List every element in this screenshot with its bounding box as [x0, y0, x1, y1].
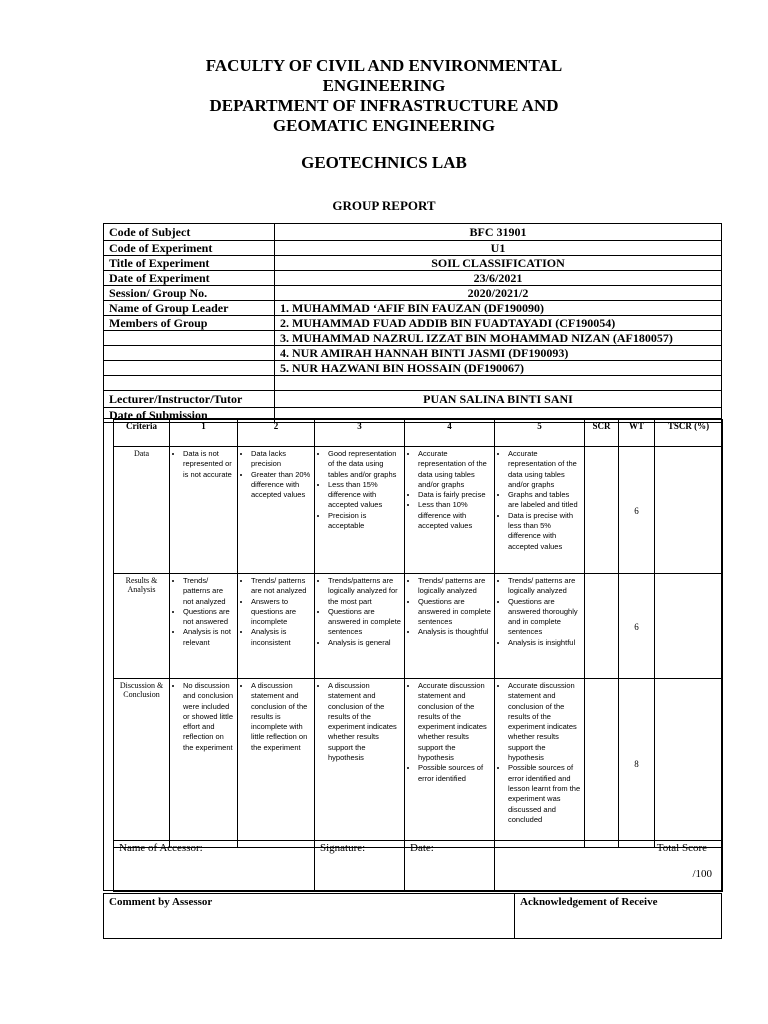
department-line-1: DEPARTMENT OF INFRASTRUCTURE AND [209, 96, 559, 115]
rubric-header: 4 [405, 420, 495, 447]
rubric-table [113, 419, 723, 848]
code-experiment-label: Code of Experiment [104, 241, 275, 256]
rubric-descriptor: • Trends/ patterns are not analyzed [251, 576, 311, 597]
faculty-line-1: FACULTY OF CIVIL AND ENVIRONMENTAL [205, 56, 563, 75]
rubric-header-row [114, 420, 723, 447]
rubric-header: TSCR (%) [655, 420, 723, 447]
rubric-level-cell [170, 679, 238, 848]
rubric-level-cell [405, 574, 495, 679]
rubric-header: SCR [585, 420, 619, 447]
blank-cell [104, 376, 275, 391]
members-label: Members of Group [104, 316, 275, 331]
rubric-level-cell [315, 679, 405, 848]
code-subject-value: BFC 31901 [275, 224, 722, 241]
rubric-level-cell [238, 574, 315, 679]
rubric-descriptor: • Answers to questions are incomplete [251, 597, 311, 628]
rubric-descriptor: • Analysis is not relevant [183, 627, 234, 648]
rubric-descriptor: • Analysis is inconsistent [251, 627, 311, 648]
rubric-row [114, 574, 723, 679]
assessment-footer [113, 840, 723, 892]
rubric-header: 1 [170, 420, 238, 447]
rubric-descriptor: • Less than 15% difference with accepted values [328, 480, 401, 511]
rubric-descriptor: • Analysis is general [328, 638, 401, 648]
comment-by-assessor: Comment by Assessor [104, 894, 515, 939]
rubric-header: 2 [238, 420, 315, 447]
rubric-descriptor: • Accurate discussion statement and conclusion of the results of the experiment indicates whether results support the hypothesis [508, 681, 581, 763]
rubric-descriptor: • Trends/ patterns are logically analyzed [508, 576, 581, 597]
rubric-descriptor: • Data is fairly precise [418, 490, 491, 500]
rubric-descriptor: • No discussion and conclusion were included or showed little effort and reflection on the experiment [183, 681, 234, 753]
rubric-header: Criteria [114, 420, 170, 447]
member-item: 5. NUR HAZWANI BIN HOSSAIN (DF190067) [275, 361, 722, 376]
session-label: Session/ Group No. [104, 286, 275, 301]
rubric-descriptor: • Data lacks precision [251, 449, 311, 470]
info-table [103, 223, 722, 423]
rubric-descriptor: • Questions are answered in complete sentences [328, 607, 401, 638]
member-item: 2. MUHAMMAD FUAD ADDIB BIN FUADTAYADI (CF190054) [275, 316, 722, 331]
rubric-descriptor: • A discussion statement and conclusion of the results is incomplete with little reflection on the experiment [251, 681, 311, 753]
score-cell [585, 447, 619, 574]
rubric-level-cell [238, 447, 315, 574]
signature-field: Signature: [315, 841, 405, 892]
rubric-level-cell [315, 447, 405, 574]
lab-title: GEOTECHNICS LAB [301, 153, 467, 172]
rubric-descriptor: • Less than 10% difference with accepted values [418, 500, 491, 531]
rubric-descriptor: • Questions are not answered [183, 607, 234, 628]
rubric-level-cell [405, 447, 495, 574]
rubric-level-cell [315, 574, 405, 679]
code-experiment-value: U1 [275, 241, 722, 256]
title-value: SOIL CLASSIFICATION [275, 256, 722, 271]
rubric-descriptor: • Trends/ patterns are logically analyzed [418, 576, 491, 597]
accessor-name-field: Name of Accessor: [114, 841, 315, 892]
report-title: GROUP REPORT [332, 198, 436, 213]
department-line-2: GEOMATIC ENGINEERING [272, 116, 496, 135]
total-score-percent-cell [655, 679, 723, 848]
total-score-percent-cell [655, 447, 723, 574]
rubric-level-cell [405, 679, 495, 848]
weight-cell: 6 [619, 447, 655, 574]
total-score-label: Total Score [656, 842, 707, 854]
members-blank [104, 331, 275, 346]
rubric-descriptor: • Data is precise with less than 5% difference with accepted values [508, 511, 581, 552]
date-value: 23/6/2021 [275, 271, 722, 286]
rubric-criteria: Data [114, 447, 170, 574]
rubric-descriptor: • Trends/patterns are logically analyzed for the most part [328, 576, 401, 607]
rubric-row [114, 679, 723, 848]
weight-cell: 6 [619, 574, 655, 679]
rubric-descriptor: • Graphs and tables are labeled and titled [508, 490, 581, 511]
rubric-descriptor: • Good representation of the data using tables and/or graphs [328, 449, 401, 480]
lecturer-label: Lecturer/Instructor/Tutor [104, 391, 275, 408]
members-blank [104, 361, 275, 376]
date-field: Date: [405, 841, 495, 892]
rubric-section [103, 418, 722, 891]
rubric-descriptor: • Possible sources of error identified [418, 763, 491, 784]
rubric-descriptor: • Accurate representation of the data using tables and/or graphs [508, 449, 581, 490]
total-score-cell [495, 841, 723, 892]
score-cell [585, 574, 619, 679]
rubric-descriptor: • Greater than 20% difference with accepted values [251, 470, 311, 501]
rubric-descriptor: • Precision is acceptable [328, 511, 401, 532]
total-score-value: /100 [692, 868, 712, 880]
member-item: 4. NUR AMIRAH HANNAH BINTI JASMI (DF190093) [275, 346, 722, 361]
rubric-criteria: Results & Analysis [114, 574, 170, 679]
faculty-line-2: ENGINEERING [322, 76, 446, 95]
rubric-descriptor: • Accurate representation of the data using tables and/or graphs [418, 449, 491, 490]
submission-label: Date of Submission [104, 408, 275, 423]
rubric-header: WT [619, 420, 655, 447]
rubric-descriptor: • Analysis is insightful [508, 638, 581, 648]
leader-value: 1. MUHAMMAD ‘AFIF BIN FAUZAN (DF190090) [275, 301, 722, 316]
rubric-row [114, 447, 723, 574]
rubric-level-cell [238, 679, 315, 848]
rubric-level-cell [170, 574, 238, 679]
members-blank [104, 346, 275, 361]
rubric-level-cell [495, 679, 585, 848]
title-label: Title of Experiment [104, 256, 275, 271]
rubric-descriptor: • Accurate discussion statement and conclusion of the results of the experiment indicates whether results support the hypothesis [418, 681, 491, 763]
rubric-descriptor: • Data is not represented or is not accurate [183, 449, 234, 480]
leader-label: Name of Group Leader [104, 301, 275, 316]
score-cell [585, 679, 619, 848]
code-subject-label: Code of Subject [104, 224, 275, 241]
total-score-percent-cell [655, 574, 723, 679]
acknowledgement-of-receive: Acknowledgement of Receive [515, 894, 722, 939]
rubric-header: 5 [495, 420, 585, 447]
rubric-header: 3 [315, 420, 405, 447]
weight-cell: 8 [619, 679, 655, 848]
comments-table [103, 893, 722, 939]
lecturer-value: PUAN SALINA BINTI SANI [275, 391, 722, 408]
date-label: Date of Experiment [104, 271, 275, 286]
faculty-heading [0, 56, 768, 136]
rubric-level-cell [495, 447, 585, 574]
rubric-descriptor: • A discussion statement and conclusion of the results of the experiment indicates whether results support the hypothesis [328, 681, 401, 763]
rubric-level-cell [495, 574, 585, 679]
rubric-criteria: Discussion & Conclusion [114, 679, 170, 848]
rubric-level-cell [170, 447, 238, 574]
rubric-descriptor: • Questions are answered thoroughly and in complete sentences [508, 597, 581, 638]
session-value: 2020/2021/2 [275, 286, 722, 301]
rubric-descriptor: • Questions are answered in complete sentences [418, 597, 491, 628]
rubric-descriptor: • Analysis is thoughtful [418, 627, 491, 637]
blank-cell [275, 376, 722, 391]
member-item: 3. MUHAMMAD NAZRUL IZZAT BIN MOHAMMAD NIZAN (AF180057) [275, 331, 722, 346]
rubric-descriptor: • Trends/ patterns are not analyzed [183, 576, 234, 607]
rubric-descriptor: • Possible sources of error identified and lesson learnt from the experiment was discussed and concluded [508, 763, 581, 825]
